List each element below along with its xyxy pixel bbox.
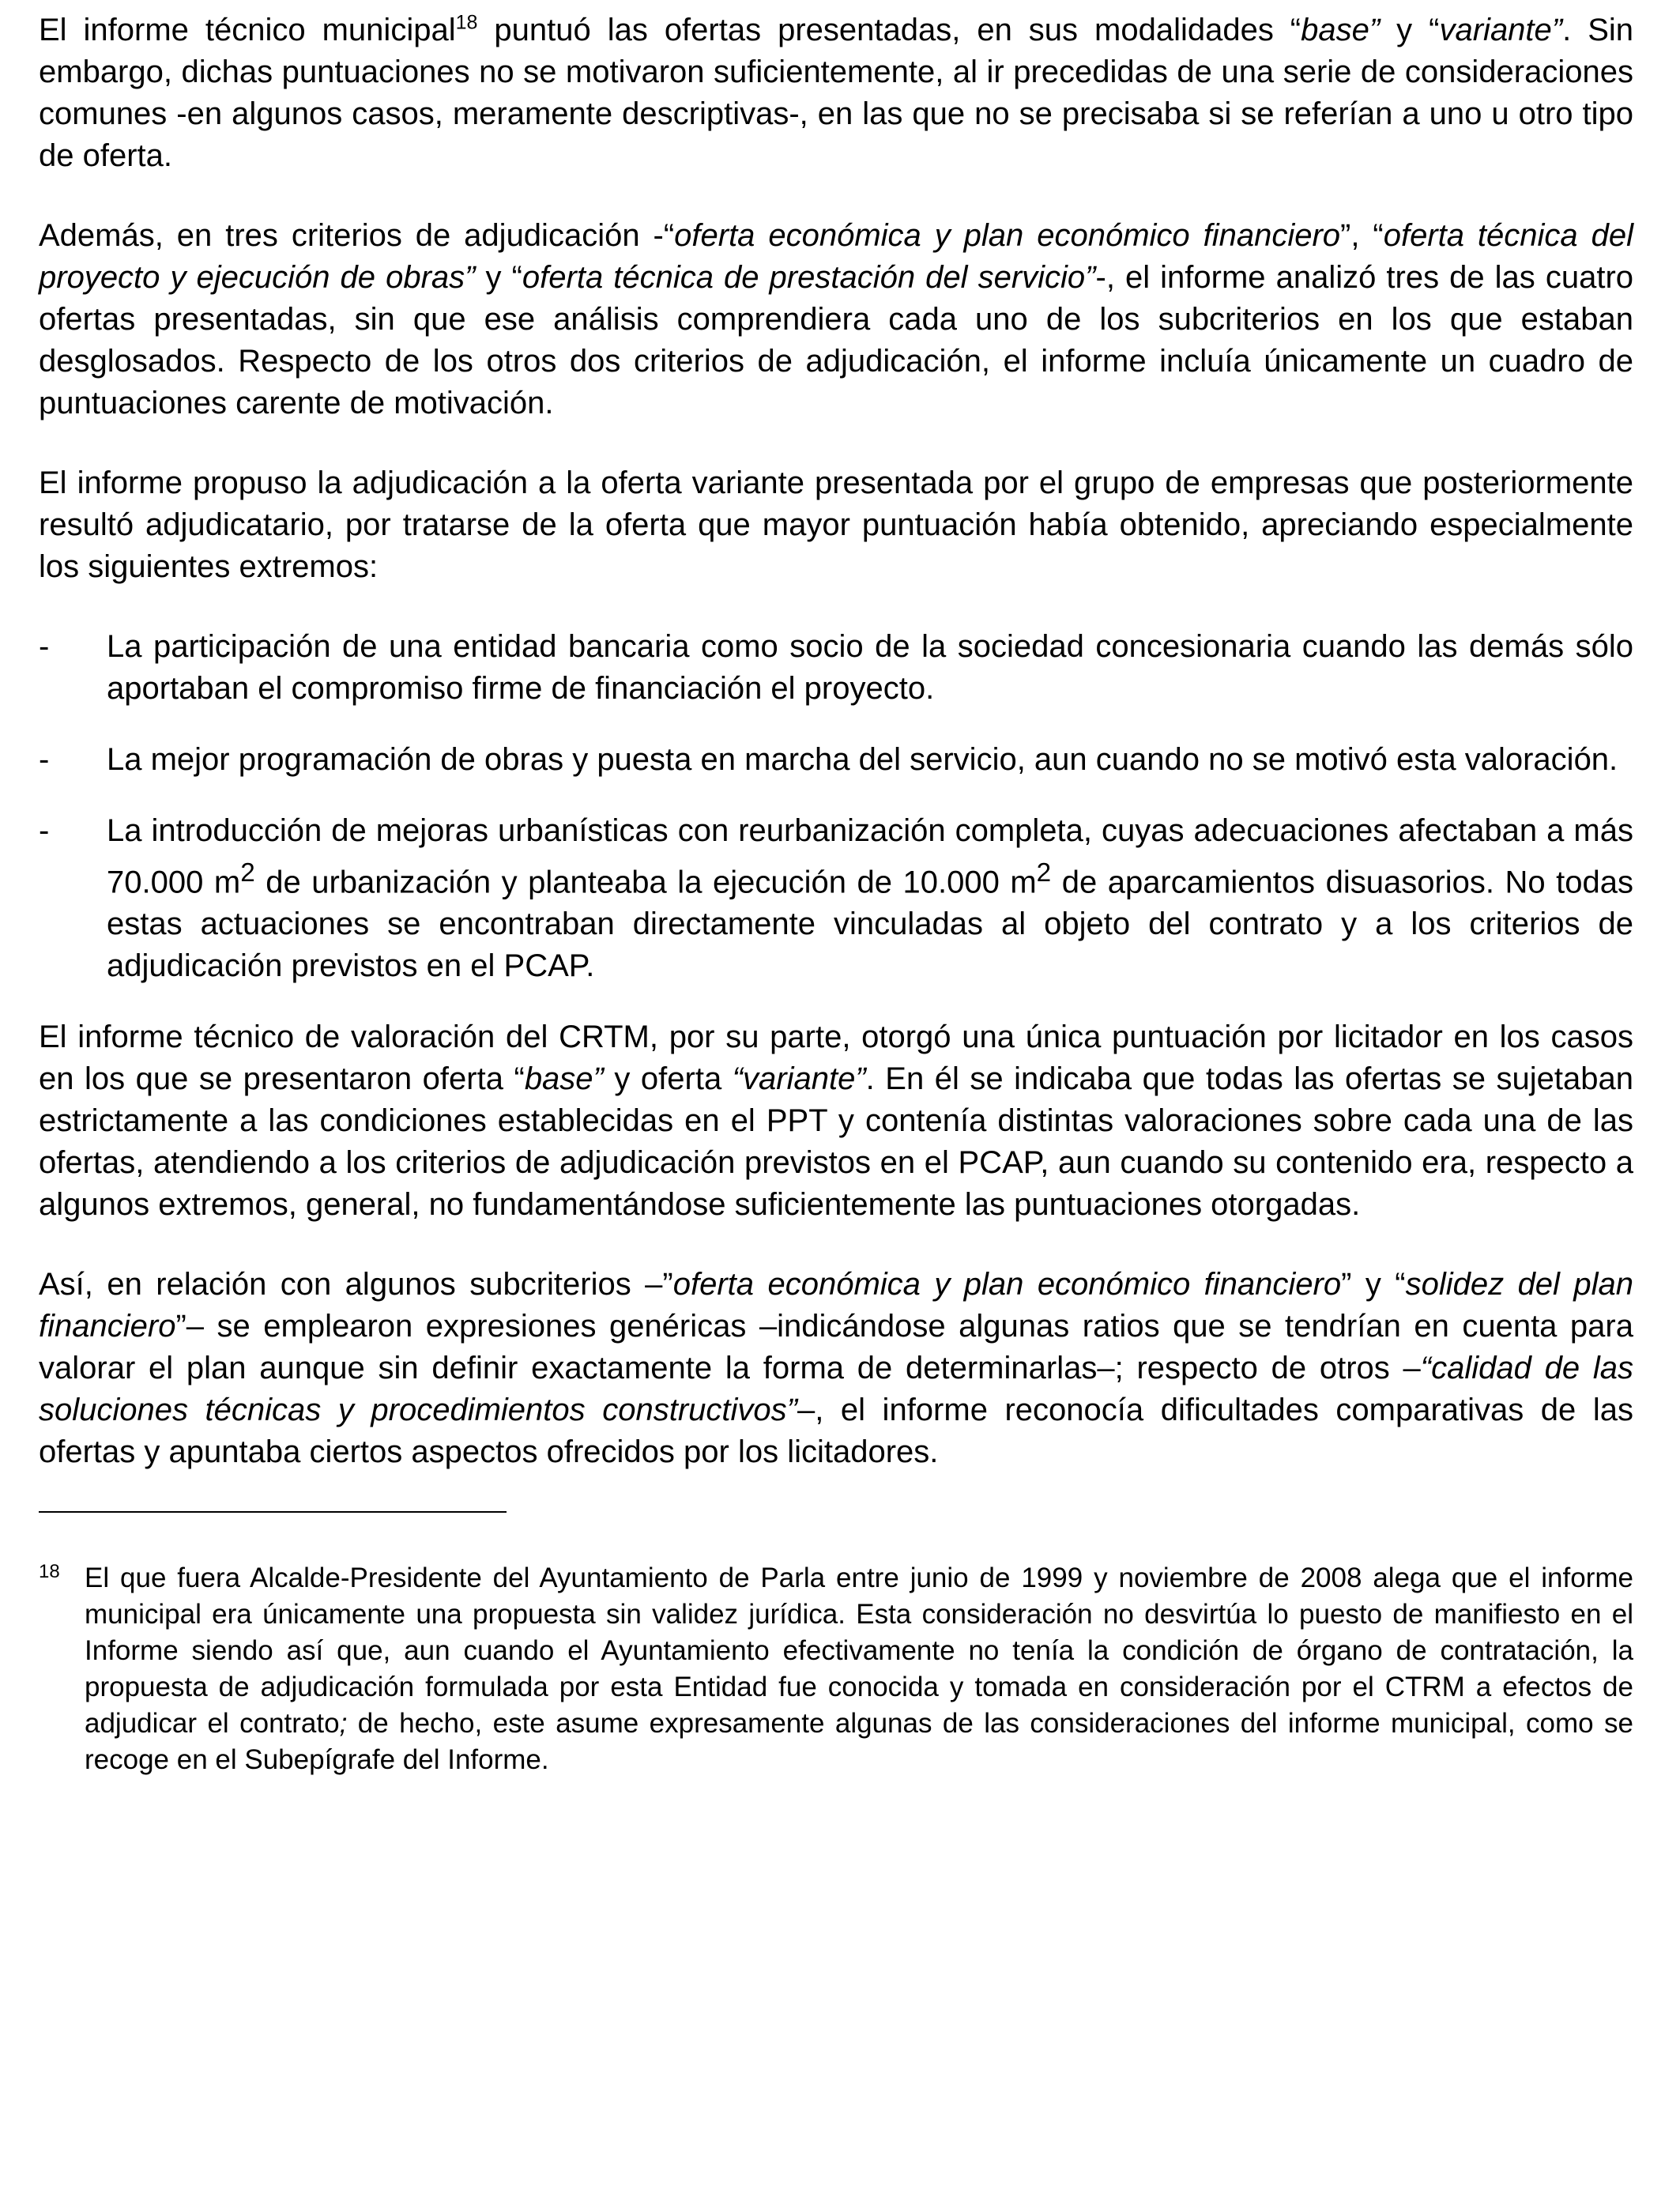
dash-bullet-icon: - xyxy=(39,813,50,848)
italic-term: oferta técnica del proyecto y ejecución de obras” xyxy=(39,218,1633,295)
text-segment: El informe propuso la adjudicación a la oferta variante presentada por el grupo de empresas que posteriormente resultó adjudicatario, por tratarse de la oferta que mayor puntuación había obtenido, apreciando especialmente los siguientes extremos: xyxy=(39,466,1633,584)
text-segment: El que fuera Alcalde-Presidente del Ayuntamiento de Parla entre junio de 1999 y noviembre de 2008 alega que el informe municipal era únicamente una propuesta sin validez jurídica. Esta consideración no desvirtúa lo puesto de manifiesto en el Informe siendo así que, aun cuando el Ayuntamiento efectivamente no tenía la condición de órgano de contratación, la propuesta de adjudicación formulada por esta Entidad fue conocida y tomada en consideración por el CTRM a efectos de adjudicar el contrato xyxy=(85,1563,1633,1740)
italic-term: oferta técnica de prestación del servicio” xyxy=(522,260,1096,295)
text-segment: Además, en tres criterios de adjudicación -“ xyxy=(39,218,675,253)
text-segment: El informe técnico de valoración del CRTM, por su parte, otorgó una única puntuación por licitador en los casos en los que se presentaron oferta “ xyxy=(39,1020,1633,1097)
text-segment: de hecho, este asume expresamente algunas de las consideraciones del informe municipal, como se recoge en el Subepígrafe del Informe. xyxy=(85,1708,1633,1776)
text-segment: –, el informe reconocía dificultades comparativas de las ofertas y apuntaba ciertos aspectos ofrecidos por los licitadores. xyxy=(39,1393,1633,1470)
text-segment: La mejor programación de obras y puesta en marcha del servicio, aun cuando no se motivó esta valoración. xyxy=(107,742,1618,777)
italic-term: base” xyxy=(1301,13,1381,47)
list-item xyxy=(39,810,1633,987)
footnote-reference[interactable]: 18 xyxy=(455,11,478,34)
text-segment: . En él se indicaba que todas las ofertas se sujetaban estrictamente a las condiciones establecidas en el PPT y contenía distintas valoraciones sobre cada una de las ofertas, atendiendo a los criterios de adjudicación previstos en el PCAP, aun cuando su contenido era, respecto a algunos extremos, general, no fundamentándose suficientemente las puntuaciones otorgadas. xyxy=(39,1061,1634,1223)
italic-term: “variante” xyxy=(732,1061,866,1097)
text-segment: . Sin embargo, dichas puntuaciones no se motivaron suficientemente, al ir precedidas de una serie de consideraciones comunes -en algunos casos, meramente descriptivas-, en las que no se precisaba si se referían a uno u otro tipo de oferta. xyxy=(39,13,1634,173)
italic-term: oferta económica y plan económico financiero xyxy=(672,1267,1342,1302)
dash-bullet-icon: - xyxy=(39,629,50,664)
document-page xyxy=(39,9,1633,1778)
text-segment: puntuó las ofertas presentadas, en sus modalidades “ xyxy=(477,13,1301,47)
text-segment: -, el informe analizó tres de las cuatro ofertas presentadas, sin que ese análisis comprendiera cada uno de los subcriterios en los que estaban desglosados. Respecto de los otros dos criterios de adjudicación, el informe incluía únicamente un cuadro de puntuaciones carente de motivación. xyxy=(39,260,1634,420)
text-segment: La introducción de mejoras urbanísticas con reurbanización completa, cuyas adecuaciones afectaban a más 70.000 m xyxy=(107,813,1633,900)
text-segment: Así, en relación con algunos subcriterios –” xyxy=(39,1267,673,1302)
text-segment: y “ xyxy=(1380,13,1440,47)
italic-term: ; xyxy=(339,1708,348,1740)
footnote-separator xyxy=(39,1511,507,1513)
text-segment: ” y “ xyxy=(1341,1267,1406,1302)
italic-term: variante” xyxy=(1439,13,1563,47)
paragraph-informe-crtm xyxy=(39,1016,1633,1226)
italic-term: solidez del plan financiero xyxy=(39,1267,1633,1344)
paragraph-criterios-adjudicacion xyxy=(39,215,1633,424)
paragraph-propuesta-adjudicacion xyxy=(39,462,1633,588)
dash-bullet-icon: - xyxy=(39,742,50,777)
list-item xyxy=(39,739,1633,781)
text-segment: El informe técnico municipal xyxy=(39,13,456,47)
text-segment: La participación de una entidad bancaria como socio de la sociedad concesionaria cuando las demás sólo aportaban el compromiso firme de financiación el proyecto. xyxy=(107,629,1633,706)
text-segment: y “ xyxy=(475,260,522,295)
italic-term: “calidad de las soluciones técnicas y procedimientos constructivos” xyxy=(39,1351,1633,1428)
footnote-18 xyxy=(39,1560,1633,1778)
text-segment: ”– se emplearon expresiones genéricas –indicándose algunas ratios que se tendrían en cuenta para valorar el plan aunque sin definir exactamente la forma de determinarlas–; respecto de otros – xyxy=(39,1309,1633,1386)
paragraph-subcriterios xyxy=(39,1264,1633,1473)
text-segment: de aparcamientos disuasorios. No todas estas actuaciones se encontraban directamente vinculadas al objeto del contrato y a los criterios de adjudicación previstos en el PCAP. xyxy=(107,865,1634,984)
extremos-list xyxy=(39,626,1633,987)
footnote-mark: 18 xyxy=(39,1561,60,1583)
superscript: 2 xyxy=(240,858,255,888)
superscript: 2 xyxy=(1036,858,1052,888)
italic-term: oferta económica y plan económico financiero xyxy=(674,218,1341,253)
italic-term: base” xyxy=(524,1061,604,1097)
list-item xyxy=(39,626,1633,710)
text-segment: de urbanización y planteaba la ejecución de 10.000 m xyxy=(254,865,1037,900)
text-segment: y oferta xyxy=(603,1061,733,1097)
text-segment: ”, “ xyxy=(1340,218,1384,253)
paragraph-informe-municipal xyxy=(39,9,1633,177)
